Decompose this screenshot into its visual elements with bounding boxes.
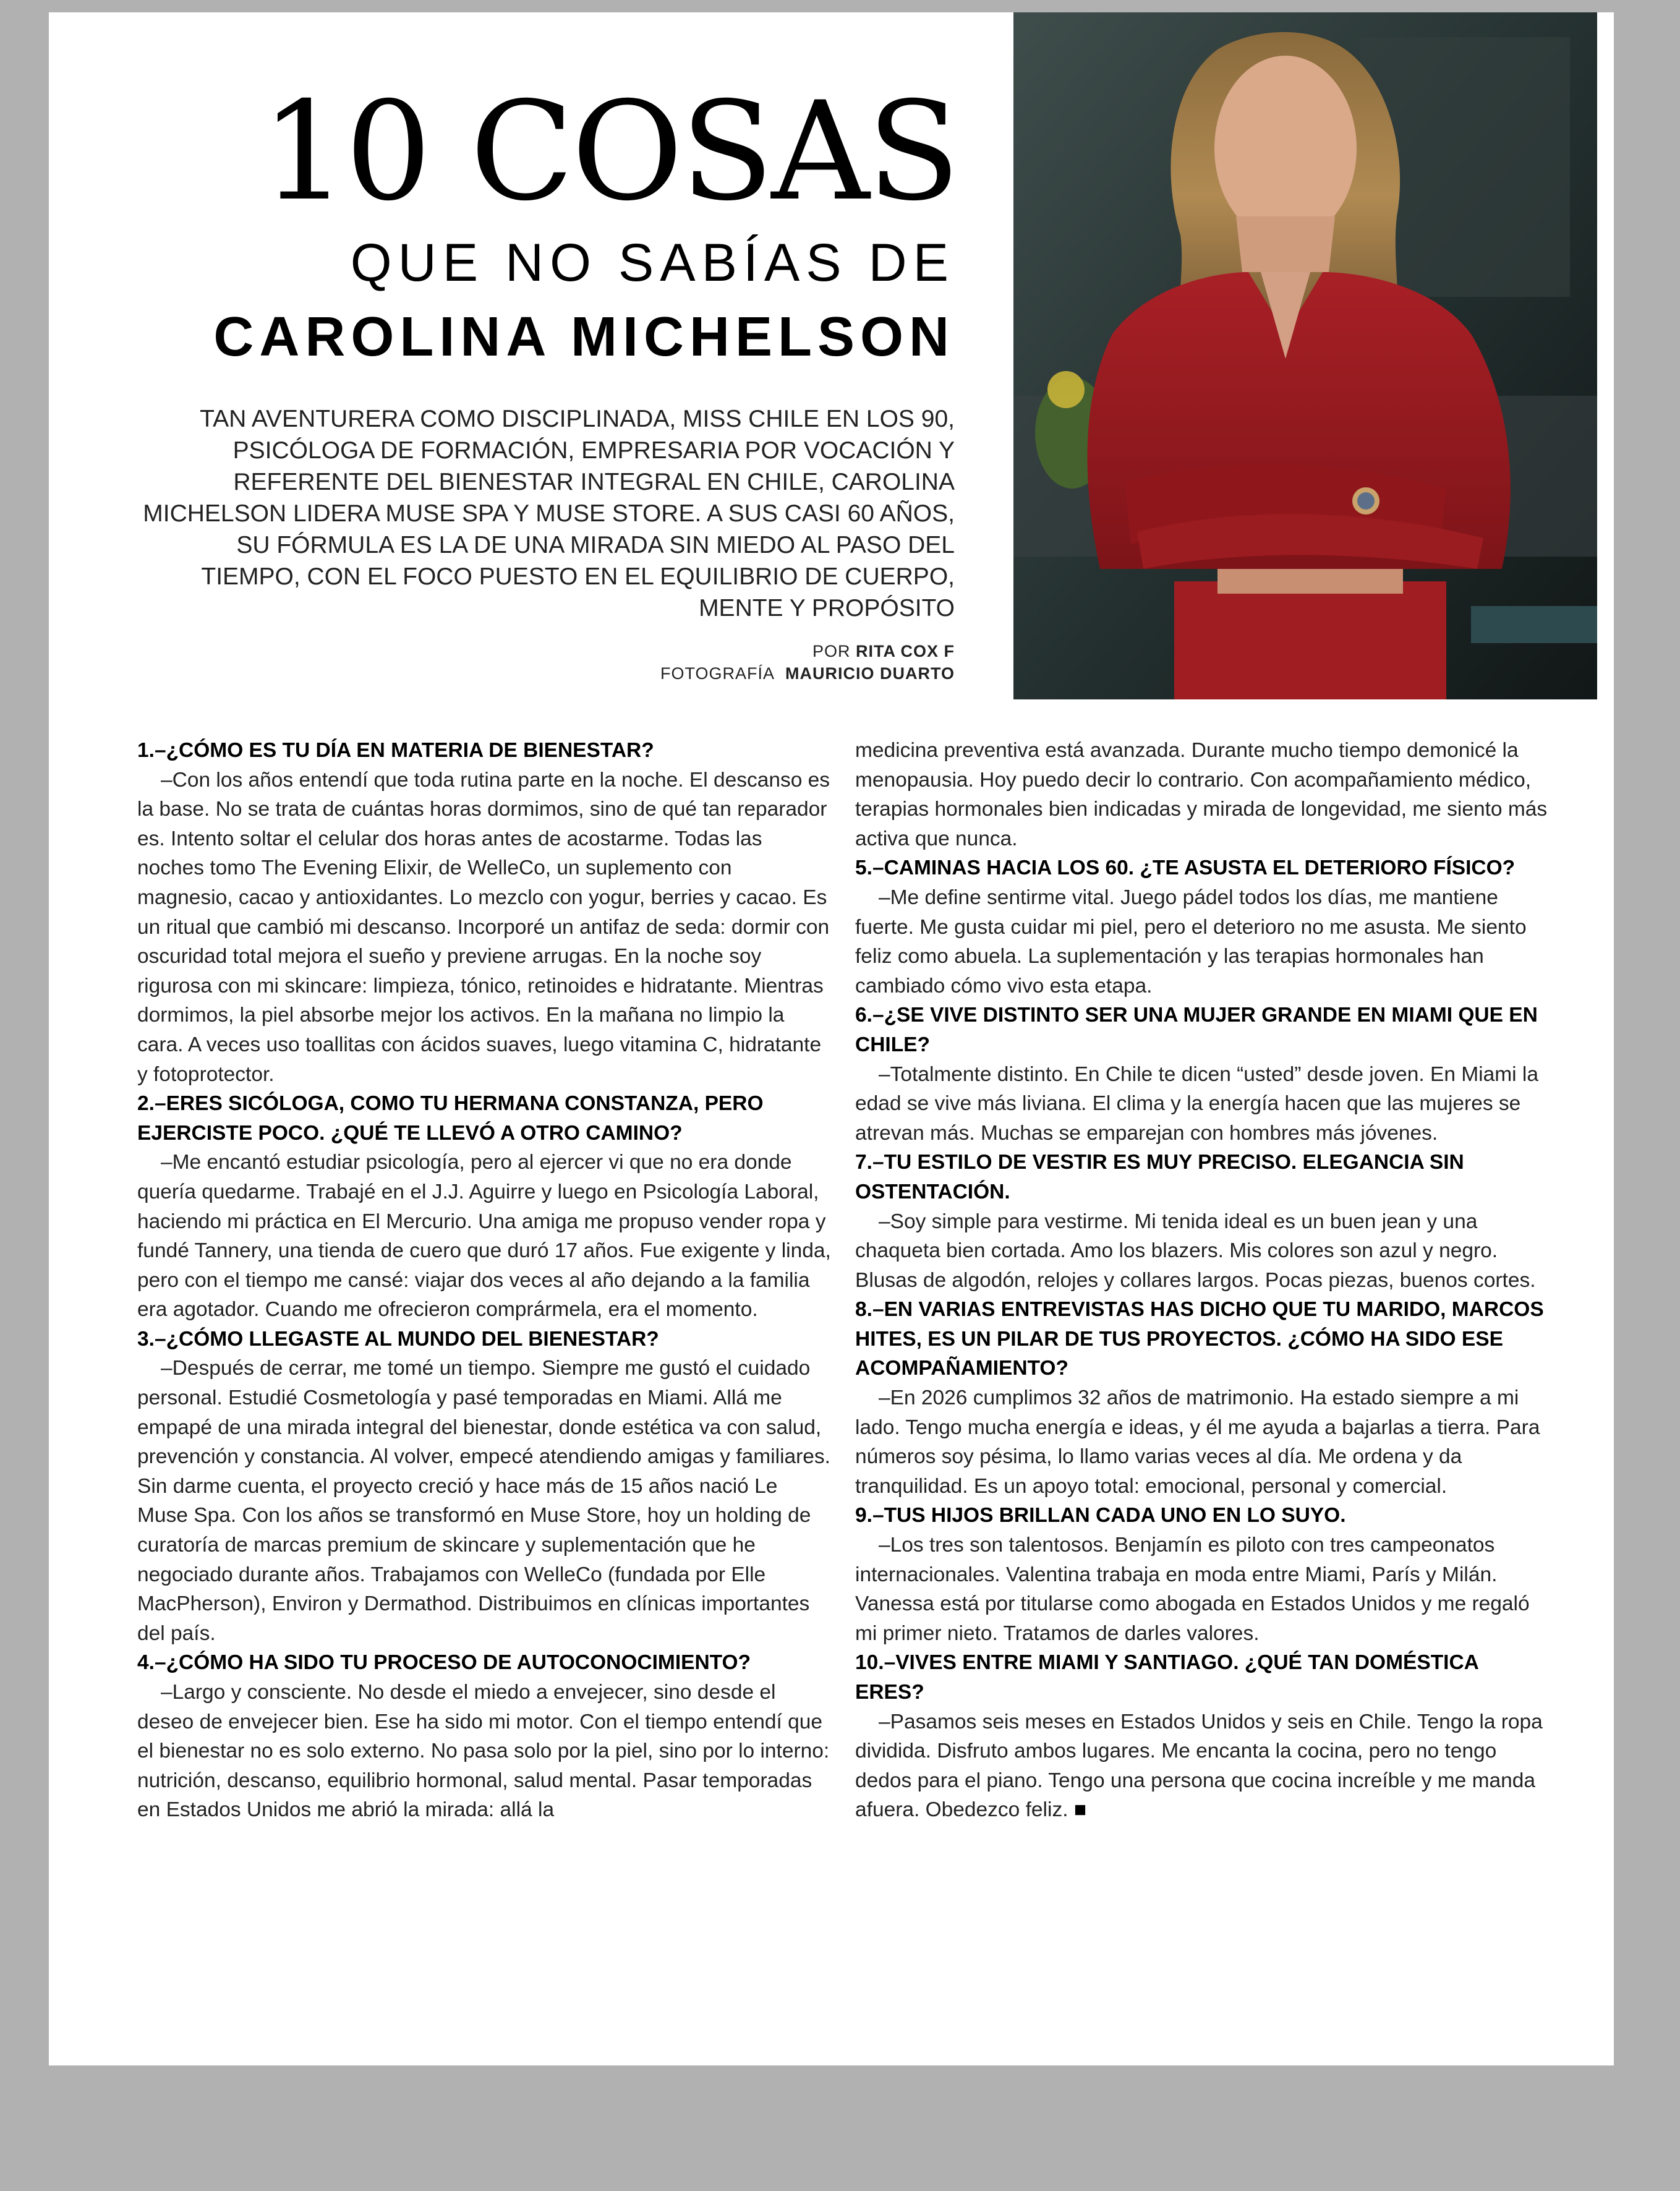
article-column-right xyxy=(855,736,1549,1825)
question-5: 5.–CAMINAS HACIA LOS 60. ¿TE ASUSTA EL DETERIORO FÍSICO? xyxy=(855,856,1516,880)
lede-paragraph: TAN AVENTURERA COMO DISCIPLINADA, MISS CHILE EN LOS 90, PSICÓLOGA DE FORMACIÓN, EMPRESARIA POR VOCACIÓN Y REFERENTE DEL BIENESTAR INTEGRAL EN CHILE, CAROLINA MICHELSON LIDERA MUSE SPA Y MUSE STORE. A SUS CASI 60 AÑOS, SU FÓRMULA ES LA DE UNA MIRADA SIN MIEDO AL PASO DEL TIEMPO, CON EL FOCO PUESTO EN EL EQUILIBRIO DE CUERPO, MENTE Y PROPÓSITO xyxy=(143,406,955,621)
answer-7: –Soy simple para vestirme. Mi tenida ideal es un buen jean y una chaqueta bien cortada. Amo los blazers. Mis colores son azul y negro. Blusas de algodón, relojes y collares largos. Pocas piezas, buenos cortes. xyxy=(855,1210,1536,1292)
photo-credit xyxy=(482,662,955,685)
answer-10-text: –Pasamos seis meses en Estados Unidos y seis en Chile. Tengo la ropa dividida. Disfruto ambos lugares. Me encanta la cocina, pero no tengo dedos para el piano. Tengo una persona que cocina increíble y me manda afuera. Obedezco feliz. xyxy=(855,1710,1543,1822)
answer-6: –Totalmente distinto. En Chile te dicen “usted” desde joven. En Miami la edad se vive más liviana. El clima y la energía hacen que las mujeres se atrevan más. Muchas se emparejan con hombres más jóvenes. xyxy=(855,1062,1538,1145)
answer-3: –Después de cerrar, me tomé un tiempo. Siempre me gustó el cuidado personal. Estudié Cosmetología y pasé temporadas en Miami. Allá me empapé de una mirada integral del bienestar, donde estética va con salud, prevención y constancia. Al volver, empecé atendiendo amigas y familiares. Sin darme cuenta, el proyecto creció y hace más de 15 años nació Le Muse Spa. Con los años se transformó en Muse Store, hoy un holding de curatoría de marcas premium de skincare y suplementación que he negociado durante años. Trabajamos con WelleCo (fundada por Elle MacPherson), Environ y Dermathod. Distribuimos en clínicas importantes del país. xyxy=(137,1357,830,1645)
question-3: 3.–¿CÓMO LLEGASTE AL MUNDO DEL BIENESTAR? xyxy=(137,1327,659,1351)
answer-10 xyxy=(855,1707,1549,1825)
question-4: 4.–¿CÓMO HA SIDO TU PROCESO DE AUTOCONOCIMIENTO? xyxy=(137,1651,751,1675)
question-6: 6.–¿SE VIVE DISTINTO SER UNA MUJER GRANDE EN MIAMI QUE EN CHILE? xyxy=(855,1004,1538,1056)
answer-4: –Largo y consciente. No desde el miedo a envejecer, sino desde el deseo de envejecer bien. Ese ha sido mi motor. Con el tiempo entendí que el bienestar no es solo externo. No pasa solo por la piel, sino por lo interno: nutrición, descanso, equilibrio hormonal, salud mental. Pasar temporadas en Estados Unidos me abrió la mirada: allá la xyxy=(137,1681,830,1822)
article-column-left xyxy=(137,736,831,1825)
author-name: RITA COX F xyxy=(856,642,955,660)
answer-8: –En 2026 cumplimos 32 años de matrimonio. Ha estado siempre a mi lado. Tengo mucha energía e ideas, y él me ayuda a bajarlas a tierra. Para números soy pésima, lo llamo varias veces al día. Me ordena y da tranquilidad. Es un apoyo total: emocional, personal y comercial. xyxy=(855,1386,1540,1498)
answer-5: –Me define sentirme vital. Juego pádel todos los días, me mantiene fuerte. Me gusta cuidar mi piel, pero el deterioro no me asusta. Me siento feliz como abuela. La suplementación y las terapias hormonales han cambiado cómo vivo esta etapa. xyxy=(855,886,1527,997)
answer-2: –Me encantó estudiar psicología, pero al ejercer vi que no era donde quería quedarme. Trabajé en el J.J. Aguirre y luego en Psicología Laboral, haciendo mi práctica en El Mercurio. Una amiga me propuso vender ropa y fundé Tannery, una tienda de cuero que duró 17 años. Fue exigente y linda, pero con el tiempo me cansé: viajar dos veces al año dejando a la familia era agotador. Cuando me ofrecieron comprármela, era el momento. xyxy=(137,1151,831,1322)
headline-number: 10 COSAS xyxy=(261,72,958,231)
answer-4-continued: medicina preventiva está avanzada. Durante mucho tiempo demonicé la menopausia. Hoy puedo decir lo contrario. Con acompañamiento médico, terapias hormonales bien indicadas y mirada de longevidad, me siento más activa que nunca. xyxy=(855,739,1548,850)
question-10: 10.–VIVES ENTRE MIAMI Y SANTIAGO. ¿QUÉ TAN DOMÉSTICA ERES? xyxy=(855,1651,1478,1704)
end-mark-icon: ■ xyxy=(1073,1798,1087,1822)
headline-subtitle: QUE NO SABÍAS DE xyxy=(350,233,955,293)
portrait-photo xyxy=(1013,12,1597,699)
photographer-name: MAURICIO DUARTO xyxy=(785,664,955,683)
portrait-photo-icon xyxy=(1013,12,1597,699)
author-credit xyxy=(482,640,955,662)
question-2: 2.–ERES SICÓLOGA, COMO TU HERMANA CONSTANZA, PERO EJERCISTE POCO. ¿QUÉ TE LLEVÓ A OTRO CAMINO? xyxy=(137,1092,764,1145)
question-8: 8.–EN VARIAS ENTREVISTAS HAS DICHO QUE TU MARIDO, MARCOS HITES, ES UN PILAR DE TUS PROYECTOS. ¿CÓMO HA SIDO ESE ACOMPAÑAMIENTO? xyxy=(855,1298,1544,1380)
answer-1: –Con los años entendí que toda rutina parte en la noche. El descanso es la base. No se trata de cuántas horas dormimos, sino de qué tan reparador es. Intento soltar el celular dos horas antes de acostarme. Todas las noches tomo The Evening Elixir, de WelleCo, un suplemento con magnesio, cacao y antioxidantes. Lo mezclo con yogur, berries y cacao. Es un ritual que cambió mi descanso. Incorporé un antifaz de seda: dormir con oscuridad total mejora el sueño y previene arrugas. En la noche soy rigurosa con mi skincare: limpieza, tónico, retinoides e hidratante. Mientras dormimos, la piel absorbe mejor los activos. En la mañana no limpio la cara. A veces uso toallitas con ácidos suaves, luego vitamina C, hidratante y fotoprotector. xyxy=(137,768,830,1086)
headline-name: CAROLINA MICHELSON xyxy=(213,306,955,368)
author-label: POR xyxy=(812,642,851,660)
photo-credit-label: FOTOGRAFÍA xyxy=(660,664,775,683)
question-1: 1.–¿CÓMO ES TU DÍA EN MATERIA DE BIENESTAR? xyxy=(137,739,654,762)
question-7: 7.–TU ESTILO DE VESTIR ES MUY PRECISO. ELEGANCIA SIN OSTENTACIÓN. xyxy=(855,1151,1464,1203)
answer-9: –Los tres son talentosos. Benjamín es piloto con tres campeonatos internacionales. Valentina trabaja en moda entre Miami, París y Milán. Vanessa está por titularse como abogada en Estados Unidos y me regaló mi primer nieto. Tratamos de darles valores. xyxy=(855,1534,1530,1645)
question-9: 9.–TUS HIJOS BRILLAN CADA UNO EN LO SUYO. xyxy=(855,1504,1346,1527)
